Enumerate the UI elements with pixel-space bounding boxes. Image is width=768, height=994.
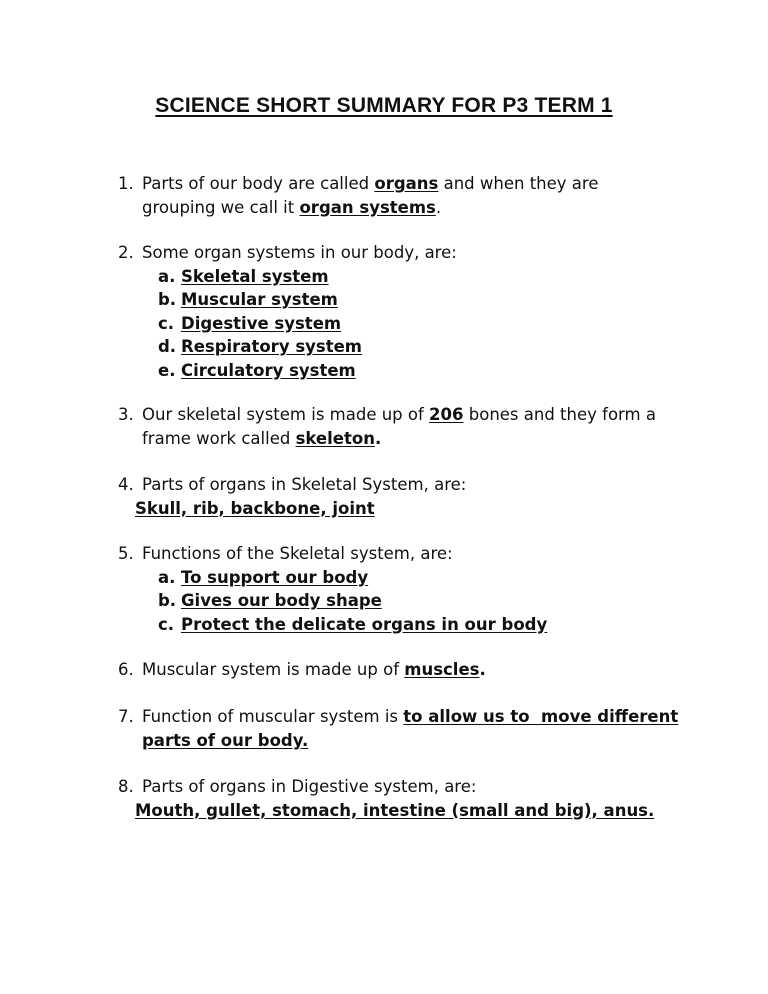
item-line (118, 658, 718, 682)
item-line (118, 196, 718, 220)
key-term: Circulatory system (181, 360, 356, 380)
item-text: Function of muscular system is (142, 707, 404, 726)
sub-letter: d. (158, 337, 177, 356)
item-line (118, 729, 718, 753)
item-text: bones and they form a (463, 405, 656, 424)
page-title: SCIENCE SHORT SUMMARY FOR P3 TERM 1 (155, 94, 613, 117)
key-term: muscles (404, 660, 480, 679)
sub-item (118, 589, 718, 613)
item-number: 5. (118, 544, 134, 563)
item-number: 8. (118, 777, 134, 796)
sub-item (118, 359, 718, 383)
key-term: organs (374, 174, 439, 193)
sub-item (118, 312, 718, 336)
key-term: Skeletal system (181, 266, 329, 286)
list-item-2 (118, 241, 718, 382)
item-number: 1. (118, 174, 134, 193)
key-term: Protect the delicate organs in our body (181, 614, 548, 634)
list-item-8 (118, 775, 718, 822)
item-line (118, 542, 718, 566)
key-term: parts of our body. (142, 730, 309, 750)
sub-letter: b. (158, 591, 177, 610)
item-number: 3. (118, 405, 134, 424)
item-line (118, 172, 718, 196)
sub-item (118, 288, 718, 312)
item-text: Muscular system is made up of (142, 660, 405, 679)
key-term: Respiratory system (181, 337, 362, 356)
item-text: Parts of organs in Skeletal System, are: (142, 475, 467, 494)
item-number: 7. (118, 707, 134, 726)
item-text: . (479, 660, 486, 679)
key-term: organ systems (299, 197, 436, 217)
item-line (118, 403, 718, 427)
item-number: 4. (118, 475, 134, 494)
key-term: Skull, rib, backbone, joint (135, 498, 375, 518)
sub-item (118, 335, 718, 359)
item-line (118, 705, 718, 729)
sub-letter: a. (158, 567, 176, 587)
item-text: grouping we call it (142, 197, 300, 217)
list-item-6 (118, 658, 718, 682)
item-line (118, 427, 718, 451)
item-text: Parts of our body are called (142, 174, 375, 193)
item-text: Some organ systems in our body, are: (142, 243, 457, 262)
sub-item (118, 566, 718, 590)
sub-item (118, 265, 718, 289)
item-line (118, 241, 718, 265)
item-text: Our skeletal system is made up of (142, 405, 430, 424)
item-number: 2. (118, 243, 134, 262)
sub-letter: c. (158, 614, 175, 634)
item-text: Functions of the Skeletal system, are: (142, 544, 453, 563)
item-answer (118, 497, 718, 521)
key-term: Mouth, gullet, stomach, intestine (small and big), anus. (135, 800, 655, 820)
item-line (118, 775, 718, 799)
item-line (118, 473, 718, 497)
key-term: Muscular system (181, 290, 338, 309)
sub-item (118, 613, 718, 637)
key-term: to allow us to move different (403, 707, 679, 726)
list-item-3 (118, 403, 718, 450)
list-item-1 (118, 172, 718, 219)
item-text: Parts of organs in Digestive system, are: (142, 777, 477, 796)
item-number: 6. (118, 660, 134, 679)
sub-letter: e. (158, 360, 176, 380)
item-text: . (435, 197, 442, 217)
key-term: To support our body (181, 567, 369, 587)
key-term: 206 (429, 405, 464, 424)
list-item-4 (118, 473, 718, 520)
list-item-7 (118, 705, 718, 752)
item-text: . (374, 428, 382, 448)
sub-letter: c. (158, 313, 175, 333)
item-text: and when they are (438, 174, 599, 193)
sub-letter: a. (158, 266, 176, 286)
sub-letter: b. (158, 290, 177, 309)
list-item-5 (118, 542, 718, 636)
key-term: Digestive system (181, 313, 342, 333)
item-text: frame work called (142, 428, 296, 448)
key-term: skeleton (295, 428, 375, 448)
key-term: Gives our body shape (181, 591, 382, 610)
item-answer (118, 799, 718, 823)
